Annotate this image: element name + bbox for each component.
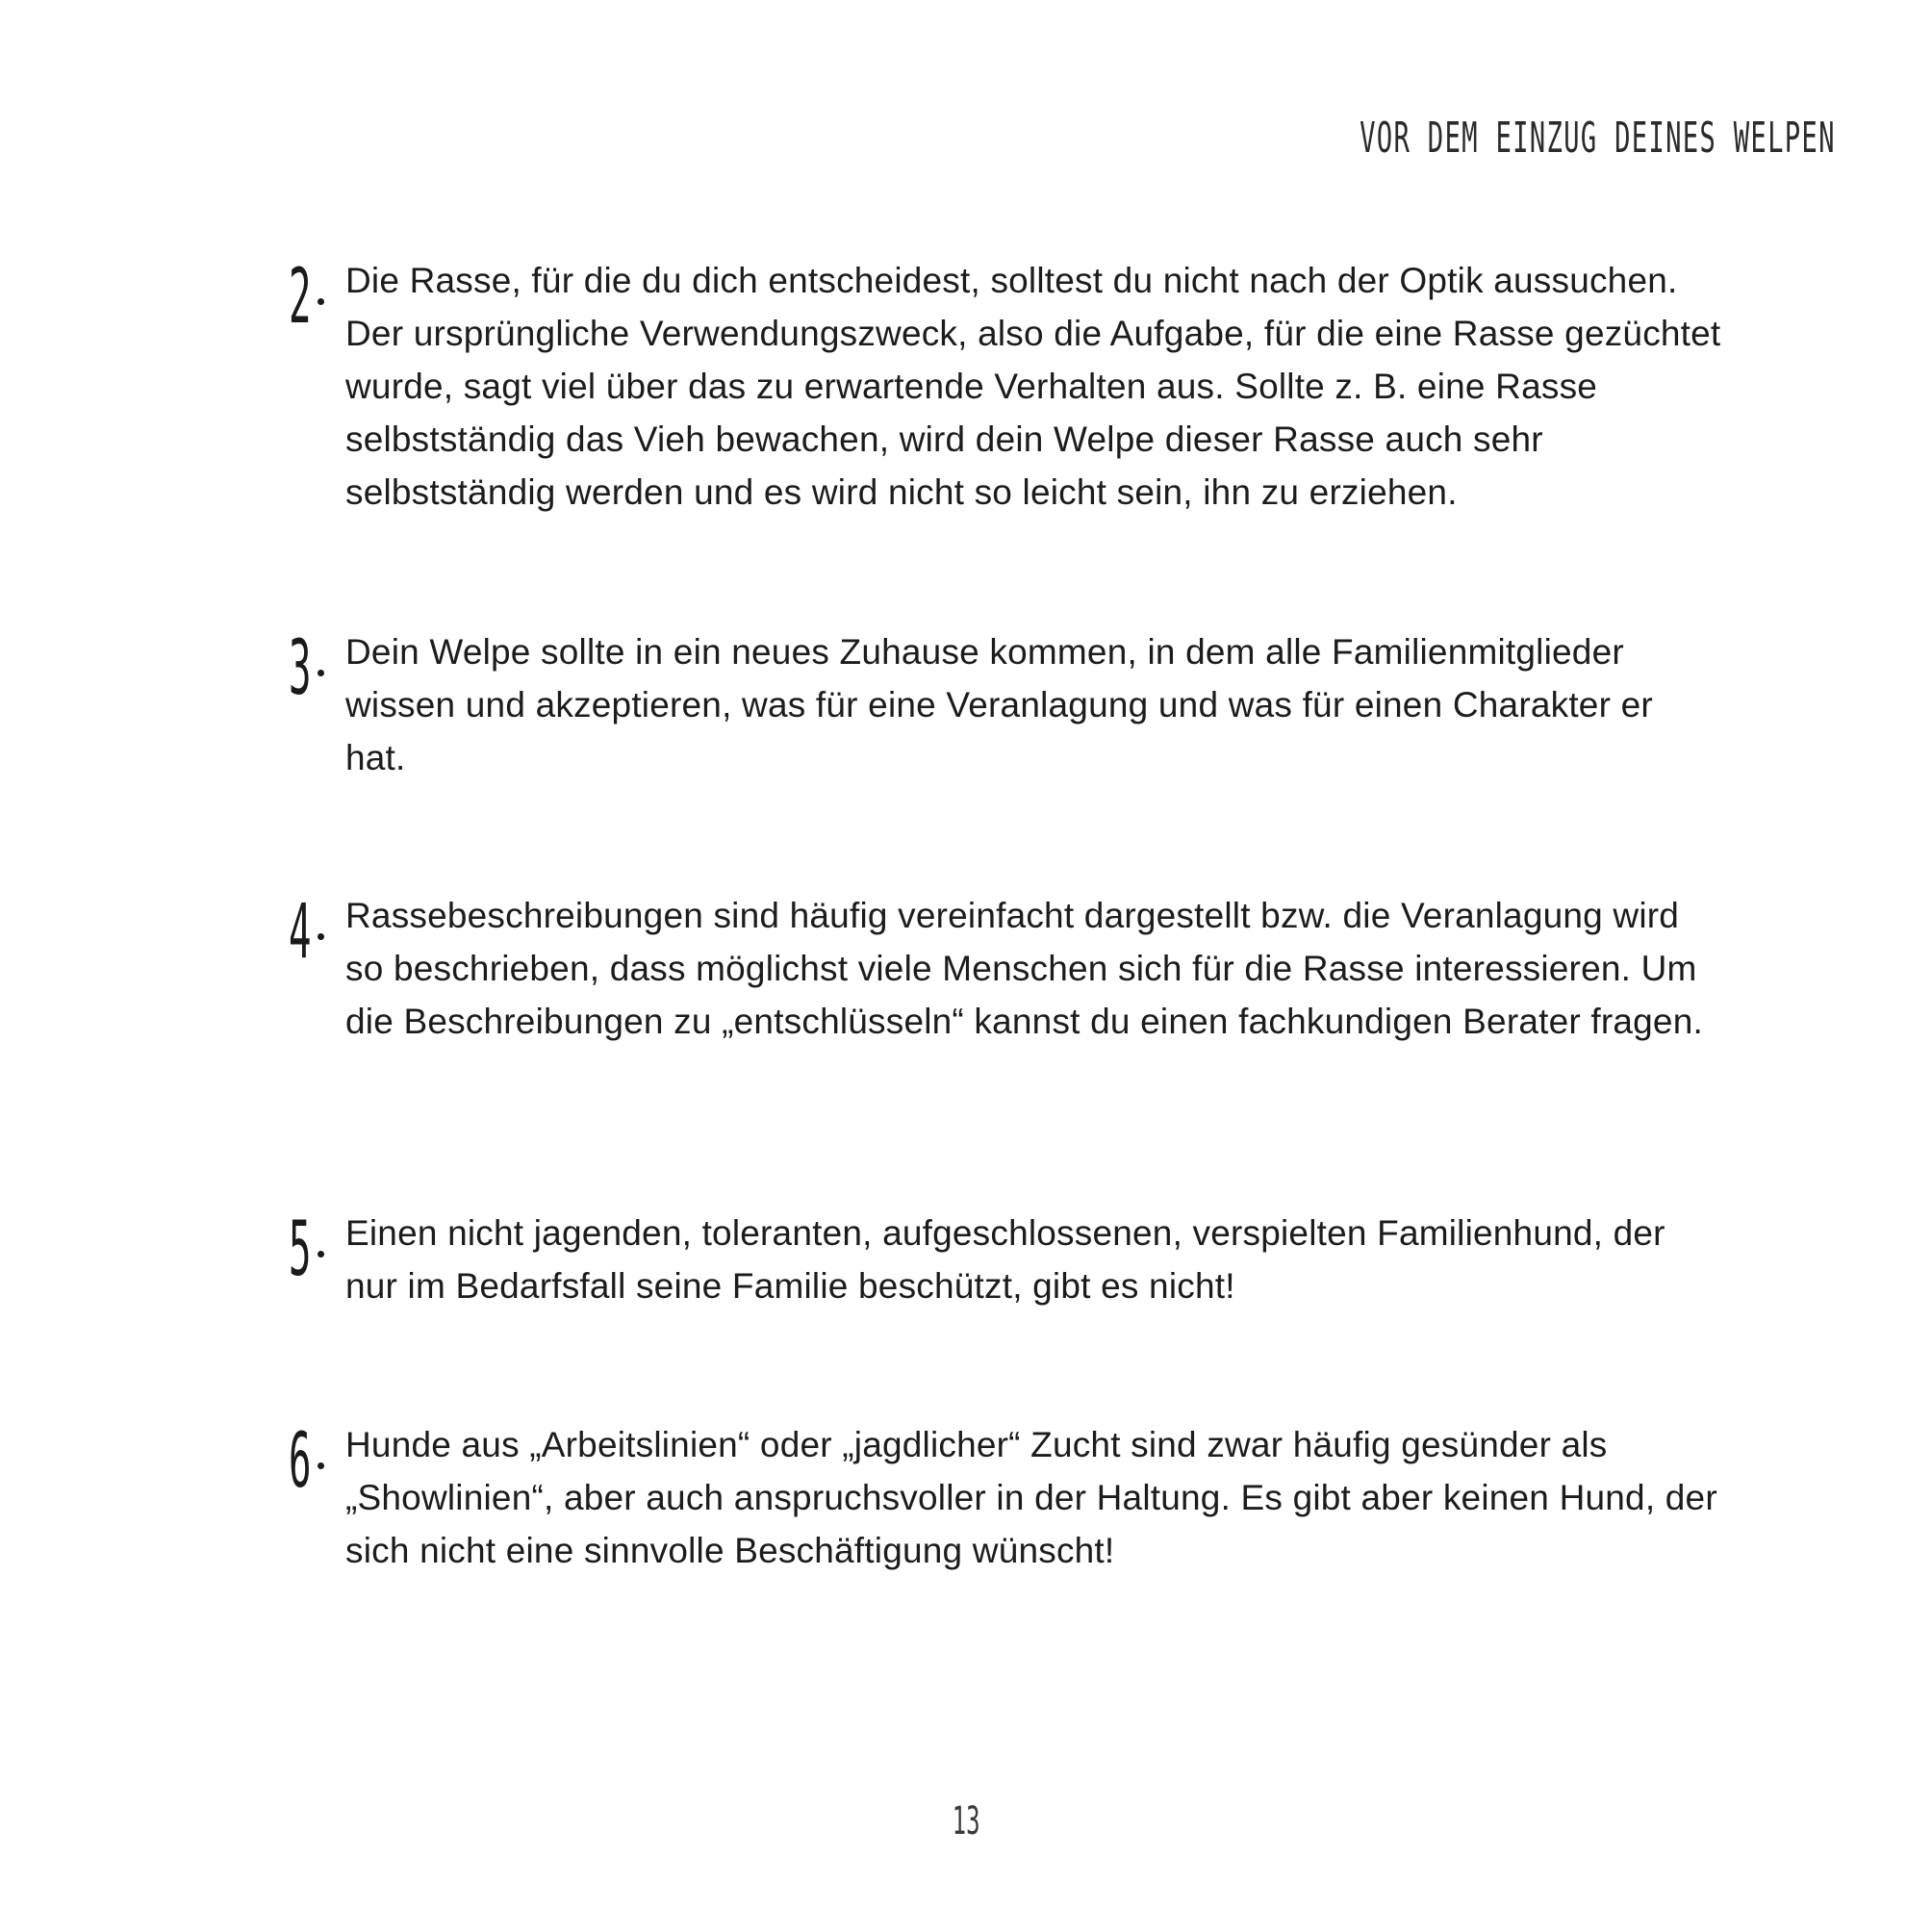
- item-number: 3: [289, 625, 312, 712]
- item-text: Einen nicht jagenden, toleranten, aufgeschlossenen, verspielten Familienhund, der nur im Bedarfsfall seine Familie beschützt, gibt es nicht!: [345, 1213, 1665, 1306]
- item-text: Dein Welpe sollte in ein neues Zuhause kommen, in dem alle Familienmitglieder wissen und akzeptieren, was für eine Veranlagung und was für einen Charakter er hat.: [345, 632, 1653, 777]
- item-number-dot: [318, 1462, 324, 1469]
- page-number-text: 13: [952, 1799, 980, 1843]
- item-number-dot: [318, 1251, 324, 1258]
- item-text: Hunde aus „Arbeitslinien“ oder „jagdlicher“ Zucht sind zwar häufig gesünder als „Showlinien“, aber auch anspruchsvoller in der Haltung. Es gibt aber keinen Hund, der sich nicht eine sinnvolle Beschäftigung wünscht!: [345, 1425, 1717, 1570]
- item-number: 5: [289, 1207, 312, 1293]
- item-number: 2: [289, 254, 312, 341]
- item-text: Rassebeschreibungen sind häufig vereinfacht dargestellt bzw. die Veranlagung wird so beschrieben, dass möglichst viele Menschen sich für die Rasse interessieren. Um die Beschreibungen zu „entschlüsseln“ kannst du einen fachkundigen Berater fragen.: [345, 896, 1703, 1041]
- item-number: 6: [289, 1418, 312, 1505]
- item-number-dot: [318, 933, 324, 940]
- item-number-dot: [318, 670, 324, 676]
- item-text: Die Rasse, für die du dich entscheidest, solltest du nicht nach der Optik aussuchen. Der ursprüngliche Verwendungszweck, also die Aufgabe, für die eine Rasse gezüchtet wurde, sagt viel über das zu erwartende Verhalten aus. Sollte z. B. eine Rasse selbstständig das Vieh bewachen, wird dein Welpe dieser Rasse auch sehr selbstständig werden und es wird nicht so leicht sein, ihn zu erziehen.: [345, 261, 1721, 512]
- running-header: VOR DEM EINZUG DEINES WELPEN: [1360, 114, 1836, 163]
- item-number-dot: [318, 298, 324, 305]
- page-number: [0, 1799, 1932, 1843]
- item-number: 4: [289, 889, 312, 976]
